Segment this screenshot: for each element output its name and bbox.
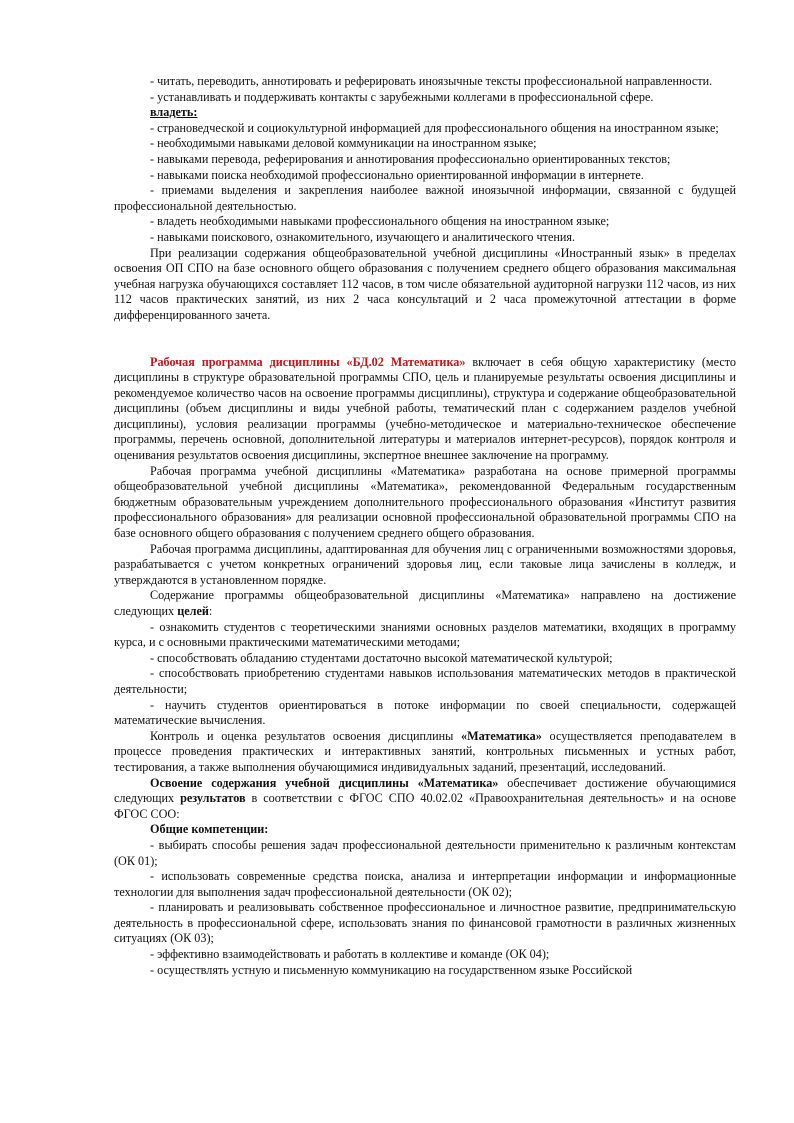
section-gap — [114, 324, 736, 355]
list-item: - навыками перевода, реферирования и аннотирования профессионально ориентированных текстов; — [150, 151, 671, 166]
goals-colon: : — [208, 604, 213, 618]
heading-competencies: Общие компетенции: — [150, 822, 269, 837]
list-item: - приемами выделения и закрепления наиболее важной иноязычной информации, связанной с будущей профессиональной деятельностью. — [114, 183, 736, 213]
goals-word: целей — [177, 604, 209, 618]
mastery-text: обеспечивает достижение обучающимися следующих — [114, 775, 736, 806]
list-item: - страноведческой и социокультурной информацией для профессионального общения на иностранном языке; — [150, 120, 719, 135]
section-heading — [114, 105, 736, 121]
heading-vladet: владеть: — [150, 105, 198, 120]
list-item: - научить студентов ориентироваться в потоке информации по своей специальности, содержащей математические вычисления. — [114, 697, 736, 728]
list-item: - способствовать приобретению студентами навыков использования математических методов в практической деятельности; — [114, 666, 736, 696]
list-item: - эффективно взаимодействовать и работать в коллективе и команде (ОК 04); — [150, 947, 550, 962]
paragraph — [114, 588, 736, 619]
goals-intro: Содержание программы общеобразовательной дисциплины «Математика» направлено на достижение следующих — [114, 588, 736, 618]
list-item: - выбирать способы решения задач профессиональной деятельности применительно к различным контекстам (ОК 01); — [114, 837, 736, 868]
mastery-rest: в соответствии с ФГОС СПО 40.02.02 «Правоохранительная деятельность» и на основе ФГОС СОО: — [114, 791, 736, 821]
list-item: - владеть необходимыми навыками профессионального общения на иностранном языке; — [150, 214, 610, 229]
paragraph: При реализации содержания общеобразовательной учебной дисциплины «Иностранный язык» в пределах освоения ОП СПО на базе основного общего образования с получением среднего общего образования максимальная учебная нагрузка обучающихся составляет 112 часов, в том числе обязательной аудиторной нагрузки 112 часов, из них 112 часов практических занятий, из них 2 часа консультаций и 2 часа промежуточной аттестации в форме дифференцированного зачета. — [114, 245, 736, 322]
paragraph: - устанавливать и поддерживать контакты с зарубежными коллегами в профессиональной сфере. — [150, 89, 654, 104]
list-item: - навыками поискового, ознакомительного, изучающего и аналитического чтения. — [150, 229, 576, 244]
results-bold: результатов — [180, 791, 246, 806]
paragraph: Рабочая программа учебной дисциплины «Математика» разработана на основе примерной программы общеобразовательной учебной дисциплины «Математика», рекомендованной Федеральным государственным бюджетным образовательным учреждением дополнительного профессионального образования «Институт развития профессионального образования» для реализации основной профессиональной образовательной программы СПО на базе основного общего образования с получением среднего общего образования. — [114, 463, 736, 541]
paragraph — [114, 729, 736, 776]
section-heading — [114, 822, 736, 838]
control-rest: осуществляется преподавателем в процессе проведения практических и интерактивных занятий, контрольных письменных и устных работ, тестирования, а также выполнения обучающимися индивидуальных заданий, презентаций, исследований. — [114, 728, 736, 774]
control-bold: «Математика» — [461, 728, 542, 743]
mastery-bold: Освоение содержания учебной дисциплины «Математика» — [150, 775, 499, 790]
paragraph: - читать, переводить, аннотировать и реферировать иноязычные тексты профессиональной направленности. — [150, 74, 713, 88]
paragraph — [114, 776, 736, 823]
list-item: - осуществлять устную и письменную коммуникацию на государственном языке Российской — [150, 962, 633, 977]
list-item: - ознакомить студентов с теоретическими знаниями основных разделов математики, входящих в программу курса, и с основными практическими математическими методами; — [114, 619, 736, 650]
list-item: - навыками поиска необходимой профессионально ориентированной информации в интернете. — [150, 167, 644, 182]
list-item: - планировать и реализовывать собственное профессиональное и личностное развитие, предпринимательскую деятельность в профессиональной сфере, использовать знания по финансовой грамотности в различных жизненных ситуациях (ОК 03); — [114, 900, 736, 946]
paragraph: Рабочая программа дисциплины, адаптированная для обучения лиц с ограниченными возможностями здоровья, разрабатывается с учетом конкретных ограничений здоровья лиц, если таковые лица зачислены в колледж, и утверждаются в установленном порядке. — [114, 541, 736, 587]
program-title: Рабочая программа дисциплины «БД.02 Математика» — [150, 354, 466, 369]
document-page — [114, 74, 736, 978]
program-intro — [114, 355, 736, 464]
list-item: - способствовать обладанию студентами достаточно высокой математической культурой; — [150, 650, 613, 665]
list-item: - необходимыми навыками деловой коммуникации на иностранном языке; — [150, 136, 537, 151]
list-item: - использовать современные средства поиска, анализа и интерпретации информации и информационные технологии для выполнения задач профессиональной деятельности (ОК 02); — [114, 869, 736, 899]
control-text: Контроль и оценка результатов освоения дисциплины — [150, 728, 462, 743]
program-intro-text: включает в себя общую характеристику (место дисциплины в структуре образовательной программы СПО, цель и планируемые результаты освоения дисциплины и рекомендуемое количество часов на освоение программы дисциплины), структура и содержание общеобразовательной дисциплины (объем дисциплины и виды учебной работы, тематический план с содержанием разделов учебной дисциплины), условия реализации программы (учебно-методическое и материально-техническое обеспечение программы, перечень основной, дополнительной литературы и материалов интернет-ресурсов), порядок контроля и оценивания результатов освоения дисциплины, экспертное внешнее заключение на программу. — [114, 354, 736, 463]
